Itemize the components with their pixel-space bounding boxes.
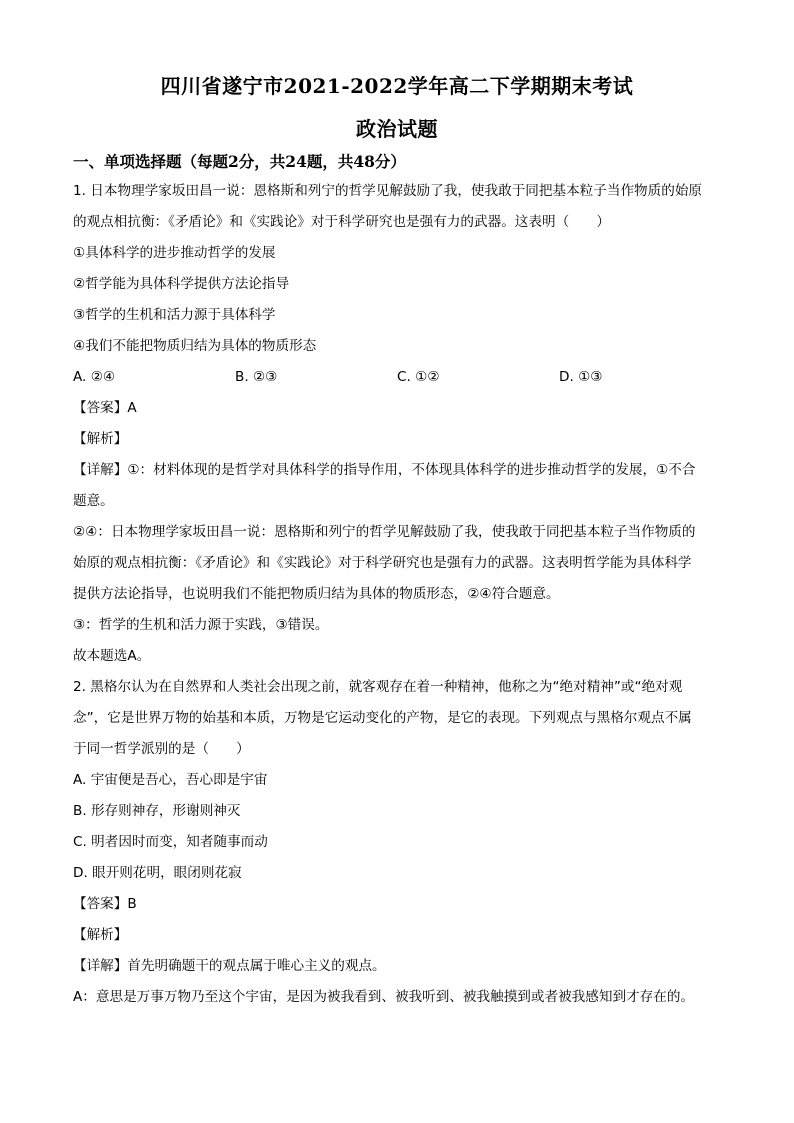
q1-detail-line: 题意。 <box>73 493 114 509</box>
q1-option-c: C. ①② <box>397 369 440 385</box>
q2-option-c: C. 明者因时而变，知者随事而动 <box>73 834 268 850</box>
q2-option-a: A. 宇宙便是吾心，吾心即是宇宙 <box>73 772 268 788</box>
q2-option-d: D. 眼开则花明，眼闭则花寂 <box>73 865 242 881</box>
q1-detail-line: ③：哲学的生机和活力源于实践，③错误。 <box>73 617 329 633</box>
q1-detail-line: 始原的观点相抗衡：《矛盾论》和《实践论》对于科学研究也是强有力的武器。这表明哲学能为具体科学 <box>73 555 692 571</box>
document-subtitle: 政治试题 <box>356 117 438 141</box>
q2-stem-line: 2. 黑格尔认为在自然界和人类社会出现之前，就客观存在着一种精神，他称之为“绝对精神”或“绝对观 <box>73 679 683 695</box>
q2-option-b: B. 形存则神存，形谢则神灭 <box>73 803 241 819</box>
q1-option-d: D. ①③ <box>559 369 603 385</box>
q2-stem-line: 于同一哲学派别的是（ ） <box>73 741 250 757</box>
q1-item: ②哲学能为具体科学提供方法论指导 <box>73 276 290 292</box>
section-heading: 一、单项选择题（每题2分，共24题，共48分） <box>73 152 406 171</box>
q1-stem-line: 1. 日本物理学家坂田昌一说：恩格斯和列宁的哲学见解鼓励了我，使我敢于同把基本粒子当作物质的始原 <box>73 183 703 199</box>
q1-option-a: A. ②④ <box>73 369 116 385</box>
q2-analysis-label: 【解析】 <box>73 927 128 943</box>
q1-item: ④我们不能把物质归结为具体的物质形态 <box>73 338 317 354</box>
q2-answer: 【答案】B <box>73 896 137 912</box>
q1-conclusion: 故本题选A。 <box>73 648 151 664</box>
q1-stem-line: 的观点相抗衡：《矛盾论》和《实践论》对于科学研究也是强有力的武器。这表明（ ） <box>73 214 610 230</box>
q2-detail-line: A：意思是万事万物乃至这个宇宙，是因为被我看到、被我听到、被我触摸到或者被我感知到才存在的。 <box>73 989 695 1005</box>
q1-answer: 【答案】A <box>73 400 137 416</box>
q1-option-b: B. ②③ <box>235 369 278 385</box>
q1-options <box>73 362 723 393</box>
q1-analysis-label: 【解析】 <box>73 431 128 447</box>
q1-detail-line: 提供方法论指导，也说明我们不能把物质归结为具体的物质形态，②④符合题意。 <box>73 586 560 602</box>
q2-stem-line: 念”，它是世界万物的始基和本质，万物是它运动变化的产物，是它的表现。下列观点与黑格尔观点不属 <box>73 710 692 726</box>
q1-item: ①具体科学的进步推动哲学的发展 <box>73 245 276 261</box>
q1-item: ③哲学的生机和活力源于具体科学 <box>73 307 276 323</box>
document-title: 四川省遂宁市2021-2022学年高二下学期期末考试 <box>160 74 634 98</box>
q1-detail-line: ②④：日本物理学家坂田昌一说：恩格斯和列宁的哲学见解鼓励了我，使我敢于同把基本粒子当作物质的 <box>73 524 696 540</box>
q1-detail-line: 【详解】①：材料体现的是哲学对具体科学的指导作用，不体现具体科学的进步推动哲学的发展，①不合 <box>73 462 696 478</box>
document-body <box>73 176 723 1013</box>
q2-detail-line: 【详解】首先明确题干的观点属于唯心主义的观点。 <box>73 958 386 974</box>
